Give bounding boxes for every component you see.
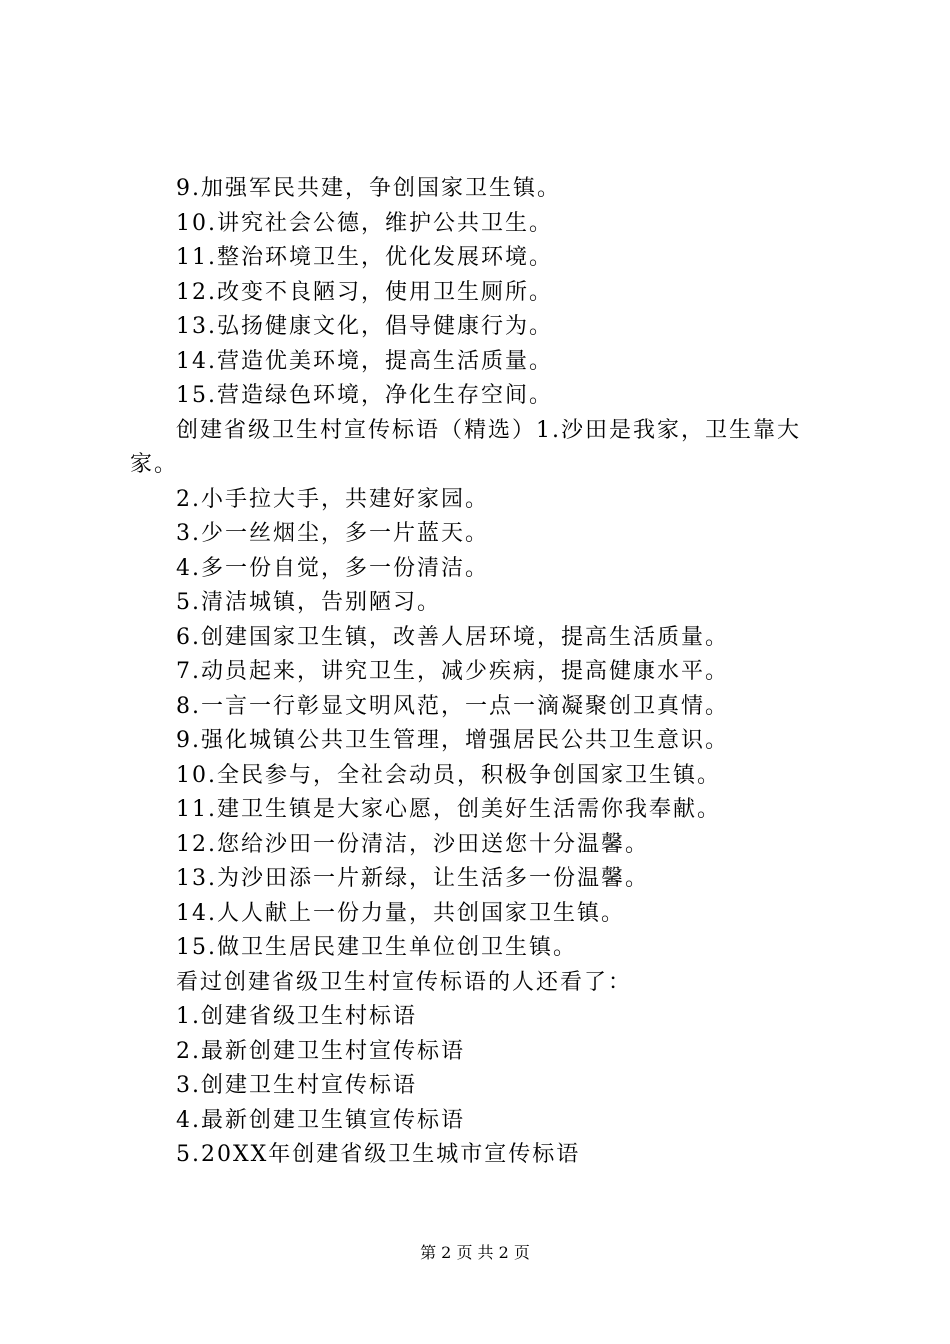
- related-link-line: 5.20XX年创建省级卫生城市宣传标语: [176, 1142, 581, 1167]
- slogan-line: 8.一言一行彰显文明风范，一点一滴凝聚创卫真情。: [176, 693, 729, 719]
- slogan-line: 10.讲究社会公德，维护公共卫生。: [176, 210, 553, 236]
- related-heading-line: 看过创建省级卫生村宣传标语的人还看了：: [176, 969, 633, 995]
- slogan-line: 4.多一份自觉，多一份清洁。: [176, 555, 489, 581]
- slogan-line: 15.营造绿色环境，净化生存空间。: [176, 383, 553, 408]
- slogan-line: 9.强化城镇公共卫生管理，增强居民公共卫生意识。: [176, 728, 729, 753]
- slogan-line: 12.您给沙田一份清洁，沙田送您十分温馨。: [176, 831, 649, 857]
- slogan-line: 2.小手拉大手，共建好家园。: [176, 486, 489, 512]
- slogan-line: 9.加强军民共建，争创国家卫生镇。: [176, 176, 561, 201]
- slogan-line: 15.做卫生居民建卫生单位创卫生镇。: [176, 935, 577, 960]
- slogan-line: 10.全民参与，全社会动员，积极争创国家卫生镇。: [176, 762, 721, 788]
- slogan-line: 13.为沙田添一片新绿，让生活多一份温馨。: [176, 866, 649, 891]
- slogan-line: 13.弘扬健康文化，倡导健康行为。: [176, 314, 553, 339]
- slogan-line: 5.清洁城镇，告别陋习。: [176, 590, 441, 615]
- page-footer: 第 2 页 共 2 页: [420, 1243, 530, 1262]
- related-link-line: 4.最新创建卫生镇宣传标语: [176, 1107, 465, 1133]
- slogan-line: 14.人人献上一份力量，共创国家卫生镇。: [176, 900, 625, 926]
- related-link-line: 3.创建卫生村宣传标语: [176, 1073, 417, 1098]
- section-heading-line: 创建省级卫生村宣传标语（精选）1.沙田是我家，卫生靠大家。: [130, 417, 801, 477]
- document-body: [130, 172, 830, 1173]
- slogan-line: 14.营造优美环境，提高生活质量。: [176, 348, 553, 374]
- slogan-line: 12.改变不良陋习，使用卫生厕所。: [176, 279, 553, 305]
- slogan-line: 7.动员起来，讲究卫生，减少疾病，提高健康水平。: [176, 659, 729, 684]
- slogan-line: 11.建卫生镇是大家心愿，创美好生活需你我奉献。: [176, 797, 721, 822]
- slogan-line: 11.整治环境卫生，优化发展环境。: [176, 245, 553, 270]
- slogan-line: 6.创建国家卫生镇，改善人居环境，提高生活质量。: [176, 624, 729, 650]
- related-link-line: 1.创建省级卫生村标语: [176, 1004, 417, 1029]
- related-link-line: 2.最新创建卫生村宣传标语: [176, 1038, 465, 1064]
- slogan-line: 3.少一丝烟尘，多一片蓝天。: [176, 521, 489, 546]
